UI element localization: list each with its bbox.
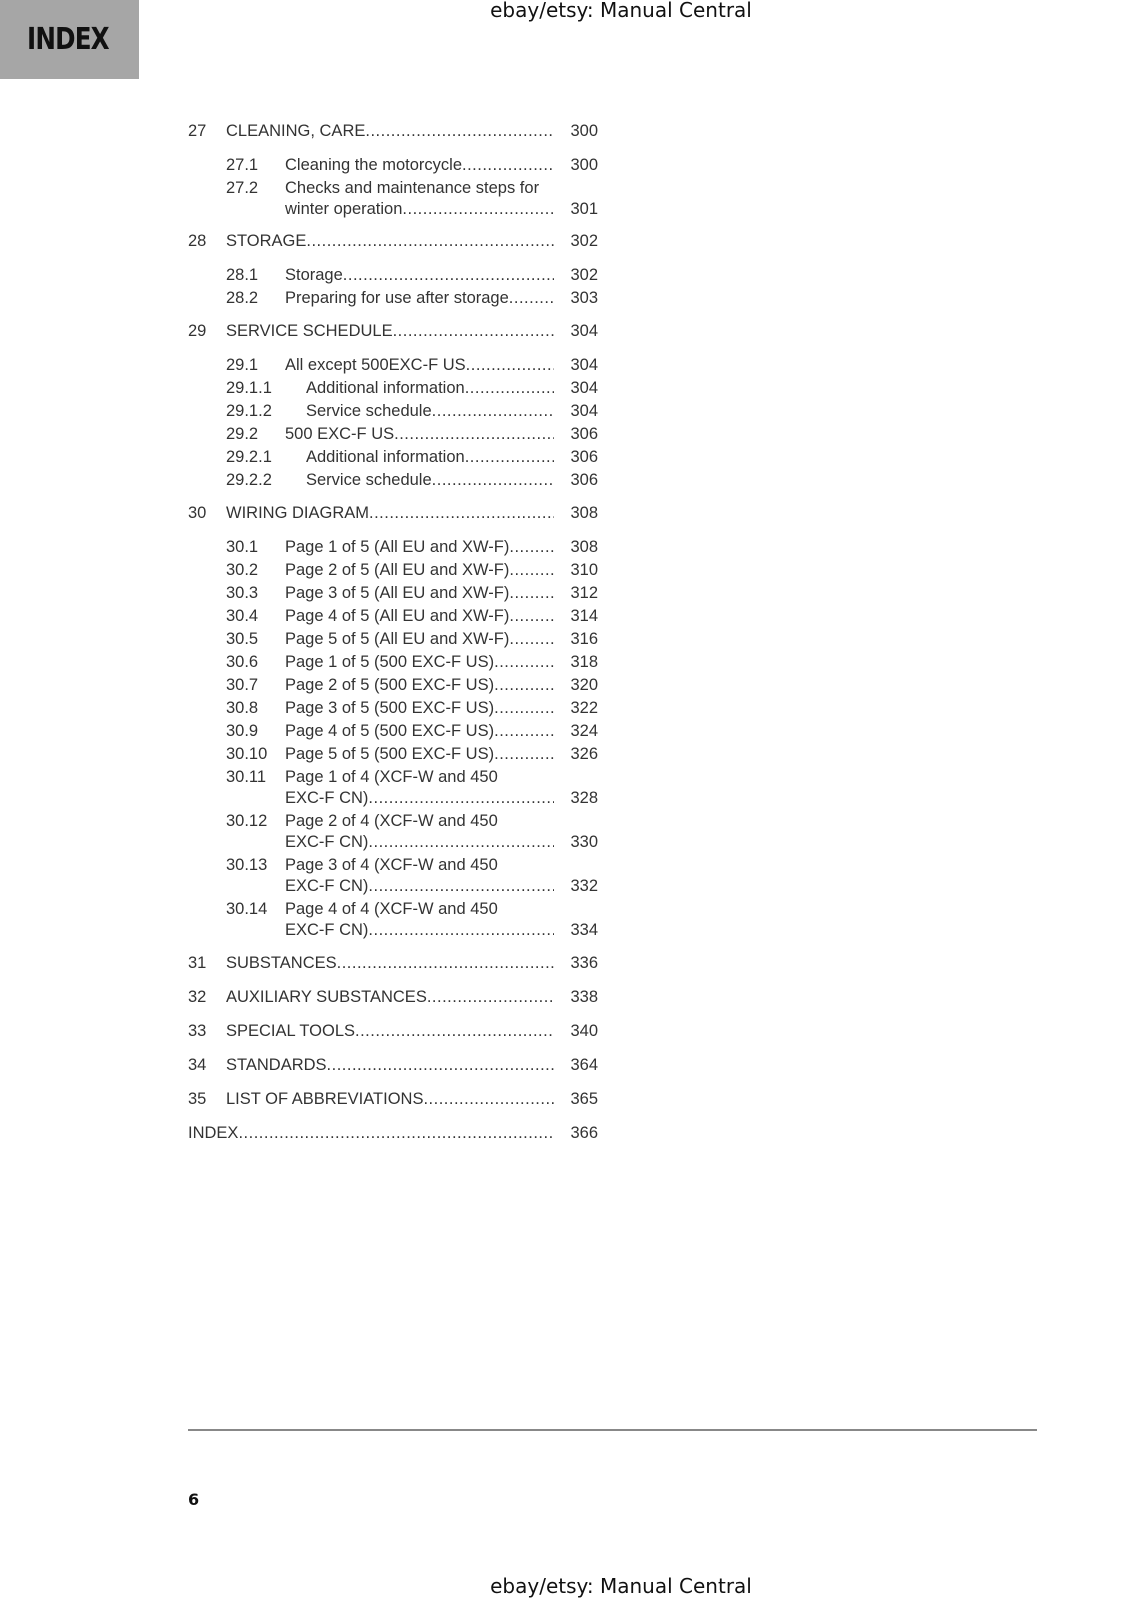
toc-entry-title: Page 4 of 5 (500 EXC-F US) (285, 722, 495, 740)
toc-entry[interactable] (188, 265, 598, 285)
toc-entry-title: Preparing for use after storage (285, 289, 509, 307)
toc-entry[interactable] (188, 424, 598, 444)
dot-leader (368, 920, 554, 940)
toc-entry-title: Service schedule (306, 471, 432, 489)
toc-entry-title: Page 1 of 5 (500 EXC-F US) (285, 653, 495, 671)
toc-entry-title-continued: EXC-F CN) (285, 833, 369, 851)
toc-entry[interactable] (188, 855, 598, 897)
toc-entry-number: 30.13 (226, 856, 268, 874)
toc-entry[interactable] (188, 401, 598, 421)
toc-entry-title: STANDARDS (226, 1056, 327, 1074)
dot-leader (343, 265, 554, 285)
toc-entry-number: 29.2.2 (226, 471, 272, 489)
toc-entry-title: Page 3 of 4 (XCF-W and 450 (285, 856, 498, 874)
toc-entry-page: 326 (570, 745, 598, 763)
toc-entry-number: 30.10 (226, 745, 268, 763)
toc-entry[interactable] (188, 652, 598, 672)
toc-entry-page: 312 (570, 584, 598, 602)
toc-entry-title: Page 3 of 5 (500 EXC-F US) (285, 699, 495, 717)
toc-entry[interactable] (188, 470, 598, 490)
dot-leader (368, 788, 554, 808)
toc-entry-title-continued: EXC-F CN) (285, 921, 369, 939)
toc-entry-title: INDEX (188, 1124, 239, 1142)
toc-entry-number: 34 (188, 1056, 207, 1074)
footer-divider (188, 1429, 1037, 1431)
toc-entry[interactable] (188, 811, 598, 853)
toc-entry-number: 29.2.1 (226, 448, 272, 466)
section-tab-label: INDEX (27, 22, 109, 57)
toc-entry-page: 306 (570, 425, 598, 443)
toc-entry-title: All except 500EXC-F US (285, 356, 466, 374)
toc-entry-number: 28 (188, 232, 207, 250)
toc-entry-title-continued: winter operation (285, 200, 403, 218)
toc-entry-page: 318 (570, 653, 598, 671)
toc-entry-title: Page 1 of 5 (All EU and XW-F) (285, 538, 510, 556)
toc-entry-page: 301 (570, 200, 598, 218)
toc-entry[interactable] (188, 767, 598, 809)
toc-entry-number: 29.2 (226, 425, 259, 443)
toc-entry[interactable] (188, 744, 598, 764)
dot-leader (393, 321, 554, 341)
toc-entry[interactable] (188, 606, 598, 626)
dot-leader (465, 447, 554, 467)
toc-entry-page: 366 (570, 1124, 598, 1142)
toc-entry-page: 322 (570, 699, 598, 717)
toc-entry-page: 330 (570, 833, 598, 851)
dot-leader (238, 1123, 554, 1143)
toc-entry-number: 30.11 (226, 768, 267, 786)
toc-entry-title: Checks and maintenance steps for (285, 179, 540, 197)
toc-entry-title: Page 3 of 5 (All EU and XW-F) (285, 584, 510, 602)
dot-leader (509, 288, 554, 308)
toc-entry-number: 28.2 (226, 289, 259, 307)
toc-entry[interactable] (188, 321, 598, 341)
dot-leader (368, 832, 554, 852)
toc-entry-number: 27.2 (226, 179, 259, 197)
dot-leader (494, 698, 554, 718)
toc-entry-title: STORAGE (226, 232, 307, 250)
dot-leader (369, 503, 554, 523)
toc-entry-title: LIST OF ABBREVIATIONS (226, 1090, 424, 1108)
toc-entry-title: Cleaning the motorcycle (285, 156, 463, 174)
toc-entry-page: 324 (570, 722, 598, 740)
toc-entry-title: SUBSTANCES (226, 954, 337, 972)
toc-entry-page: 365 (570, 1090, 598, 1108)
toc-entry-number: 35 (188, 1090, 207, 1108)
toc-entry-title-continued: EXC-F CN) (285, 789, 369, 807)
toc-entry-number: 30.3 (226, 584, 259, 602)
toc-entry-page: 304 (570, 322, 598, 340)
toc-entry-page: 300 (570, 122, 598, 140)
toc-entry[interactable] (188, 953, 598, 973)
toc-entry-title: SPECIAL TOOLS (226, 1022, 356, 1040)
dot-leader (306, 231, 554, 251)
toc-entry-number: 30.4 (226, 607, 259, 625)
toc-entry-page: 304 (570, 402, 598, 420)
dot-leader (494, 675, 554, 695)
toc-entry-number: 30.7 (226, 676, 259, 694)
toc-entry-page: 316 (570, 630, 598, 648)
toc-entry-title: Page 4 of 5 (All EU and XW-F) (285, 607, 510, 625)
dot-leader (432, 401, 554, 421)
toc-entry-page: 332 (570, 877, 598, 895)
toc-entry-number: 33 (188, 1022, 207, 1040)
toc-entry-page: 308 (570, 504, 598, 522)
toc-entry-title: Storage (285, 266, 343, 284)
dot-leader (509, 560, 554, 580)
toc-entry-number: 30.2 (226, 561, 259, 579)
toc-entry-title: Page 1 of 4 (XCF-W and 450 (285, 768, 498, 786)
toc-entry-number: 30.12 (226, 812, 268, 830)
dot-leader (423, 1089, 554, 1109)
toc-entry-page: 364 (570, 1056, 598, 1074)
toc-entry-title: SERVICE SCHEDULE (226, 322, 393, 340)
toc-entry-page: 310 (570, 561, 598, 579)
toc-entry-title: CLEANING, CARE (226, 122, 366, 140)
toc-entry-page: 328 (570, 789, 598, 807)
toc-entry[interactable] (188, 231, 598, 251)
toc-entry-number: 30 (188, 504, 207, 522)
toc-entry-page: 304 (570, 356, 598, 374)
toc-entry-title: Page 2 of 4 (XCF-W and 450 (285, 812, 498, 830)
toc-entry-title: Page 5 of 5 (500 EXC-F US) (285, 745, 495, 763)
toc-entry-page: 304 (570, 379, 598, 397)
dot-leader (509, 583, 554, 603)
toc-entry-title: Page 4 of 4 (XCF-W and 450 (285, 900, 498, 918)
toc-entry-page: 338 (570, 988, 598, 1006)
dot-leader (368, 876, 554, 896)
toc-entry-title: WIRING DIAGRAM (226, 504, 369, 522)
toc-entry-number: 29 (188, 322, 207, 340)
toc-entry-title: AUXILIARY SUBSTANCES (226, 988, 427, 1006)
toc-entry[interactable] (188, 355, 598, 375)
toc-entry-number: 30.5 (226, 630, 259, 648)
toc-entry-number: 31 (188, 954, 207, 972)
toc-entry[interactable] (188, 987, 598, 1007)
toc-entry-number: 30.6 (226, 653, 259, 671)
dot-leader (509, 629, 554, 649)
toc-entry-number: 28.1 (226, 266, 259, 284)
dot-leader (337, 953, 554, 973)
dot-leader (365, 121, 554, 141)
toc-entry-page: 340 (570, 1022, 598, 1040)
toc-entry[interactable] (188, 447, 598, 467)
toc-entry-title: 500 EXC-F US (285, 425, 395, 443)
toc-entry-page: 320 (570, 676, 598, 694)
toc-entry-title: Page 2 of 5 (All EU and XW-F) (285, 561, 510, 579)
footer-watermark: ebay/etsy: Manual Central (490, 1574, 752, 1598)
toc-entry-title: Service schedule (306, 402, 432, 420)
toc-entry[interactable] (188, 721, 598, 741)
toc-entry-title: Additional information (306, 379, 465, 397)
toc-entry[interactable] (188, 155, 598, 175)
toc-entry[interactable] (188, 378, 598, 398)
toc-entry-number: 30.14 (226, 900, 268, 918)
toc-entry[interactable] (188, 503, 598, 523)
dot-leader (509, 606, 554, 626)
toc-entry[interactable] (188, 675, 598, 695)
dot-leader (494, 652, 554, 672)
toc-entry-number: 29.1 (226, 356, 259, 374)
toc-entry-number: 29.1.2 (226, 402, 272, 420)
toc-entry-page: 300 (570, 156, 598, 174)
toc-entry-number: 30.8 (226, 699, 259, 717)
toc-entry-number: 27.1 (226, 156, 259, 174)
toc-entry-number: 27 (188, 122, 207, 140)
toc-entry-page: 306 (570, 448, 598, 466)
toc-entry[interactable] (188, 698, 598, 718)
toc-entry[interactable] (188, 629, 598, 649)
toc-entry[interactable] (188, 537, 598, 557)
toc-entry-page: 308 (570, 538, 598, 556)
dot-leader (432, 470, 554, 490)
dot-leader (494, 721, 554, 741)
toc-entry-page: 302 (570, 232, 598, 250)
toc-entry-title: Additional information (306, 448, 465, 466)
toc-entry[interactable] (188, 1021, 598, 1041)
toc-entry-number: 30.1 (226, 538, 259, 556)
toc-entry[interactable] (188, 288, 598, 308)
toc-entry[interactable] (188, 178, 598, 220)
dot-leader (466, 355, 554, 375)
toc-entry[interactable] (188, 1089, 598, 1109)
toc-entry[interactable] (188, 121, 598, 141)
dot-leader (465, 378, 554, 398)
toc-entry[interactable] (188, 1123, 598, 1143)
dot-leader (355, 1021, 554, 1041)
toc-entry-page: 306 (570, 471, 598, 489)
dot-leader (327, 1055, 554, 1075)
toc-entry[interactable] (188, 899, 598, 941)
toc-entry-page: 302 (570, 266, 598, 284)
page-number: 6 (188, 1490, 200, 1509)
toc-entry-page: 303 (570, 289, 598, 307)
toc-entry-number: 32 (188, 988, 207, 1006)
toc-entry-page: 334 (570, 921, 598, 939)
dot-leader (402, 199, 554, 219)
dot-leader (394, 424, 554, 444)
dot-leader (494, 744, 554, 764)
dot-leader (509, 537, 554, 557)
toc-entry[interactable] (188, 1055, 598, 1075)
dot-leader (462, 155, 554, 175)
toc-entry-number: 29.1.1 (226, 379, 272, 397)
toc-entry-title-continued: EXC-F CN) (285, 877, 369, 895)
toc-entry-page: 336 (570, 954, 598, 972)
dot-leader (427, 987, 554, 1007)
header-watermark: ebay/etsy: Manual Central (490, 0, 752, 22)
toc-entry[interactable] (188, 583, 598, 603)
toc-entry[interactable] (188, 560, 598, 580)
toc-entry-title: Page 2 of 5 (500 EXC-F US) (285, 676, 495, 694)
toc-entry-page: 314 (570, 607, 598, 625)
toc-entry-number: 30.9 (226, 722, 259, 740)
toc-entry-title: Page 5 of 5 (All EU and XW-F) (285, 630, 510, 648)
